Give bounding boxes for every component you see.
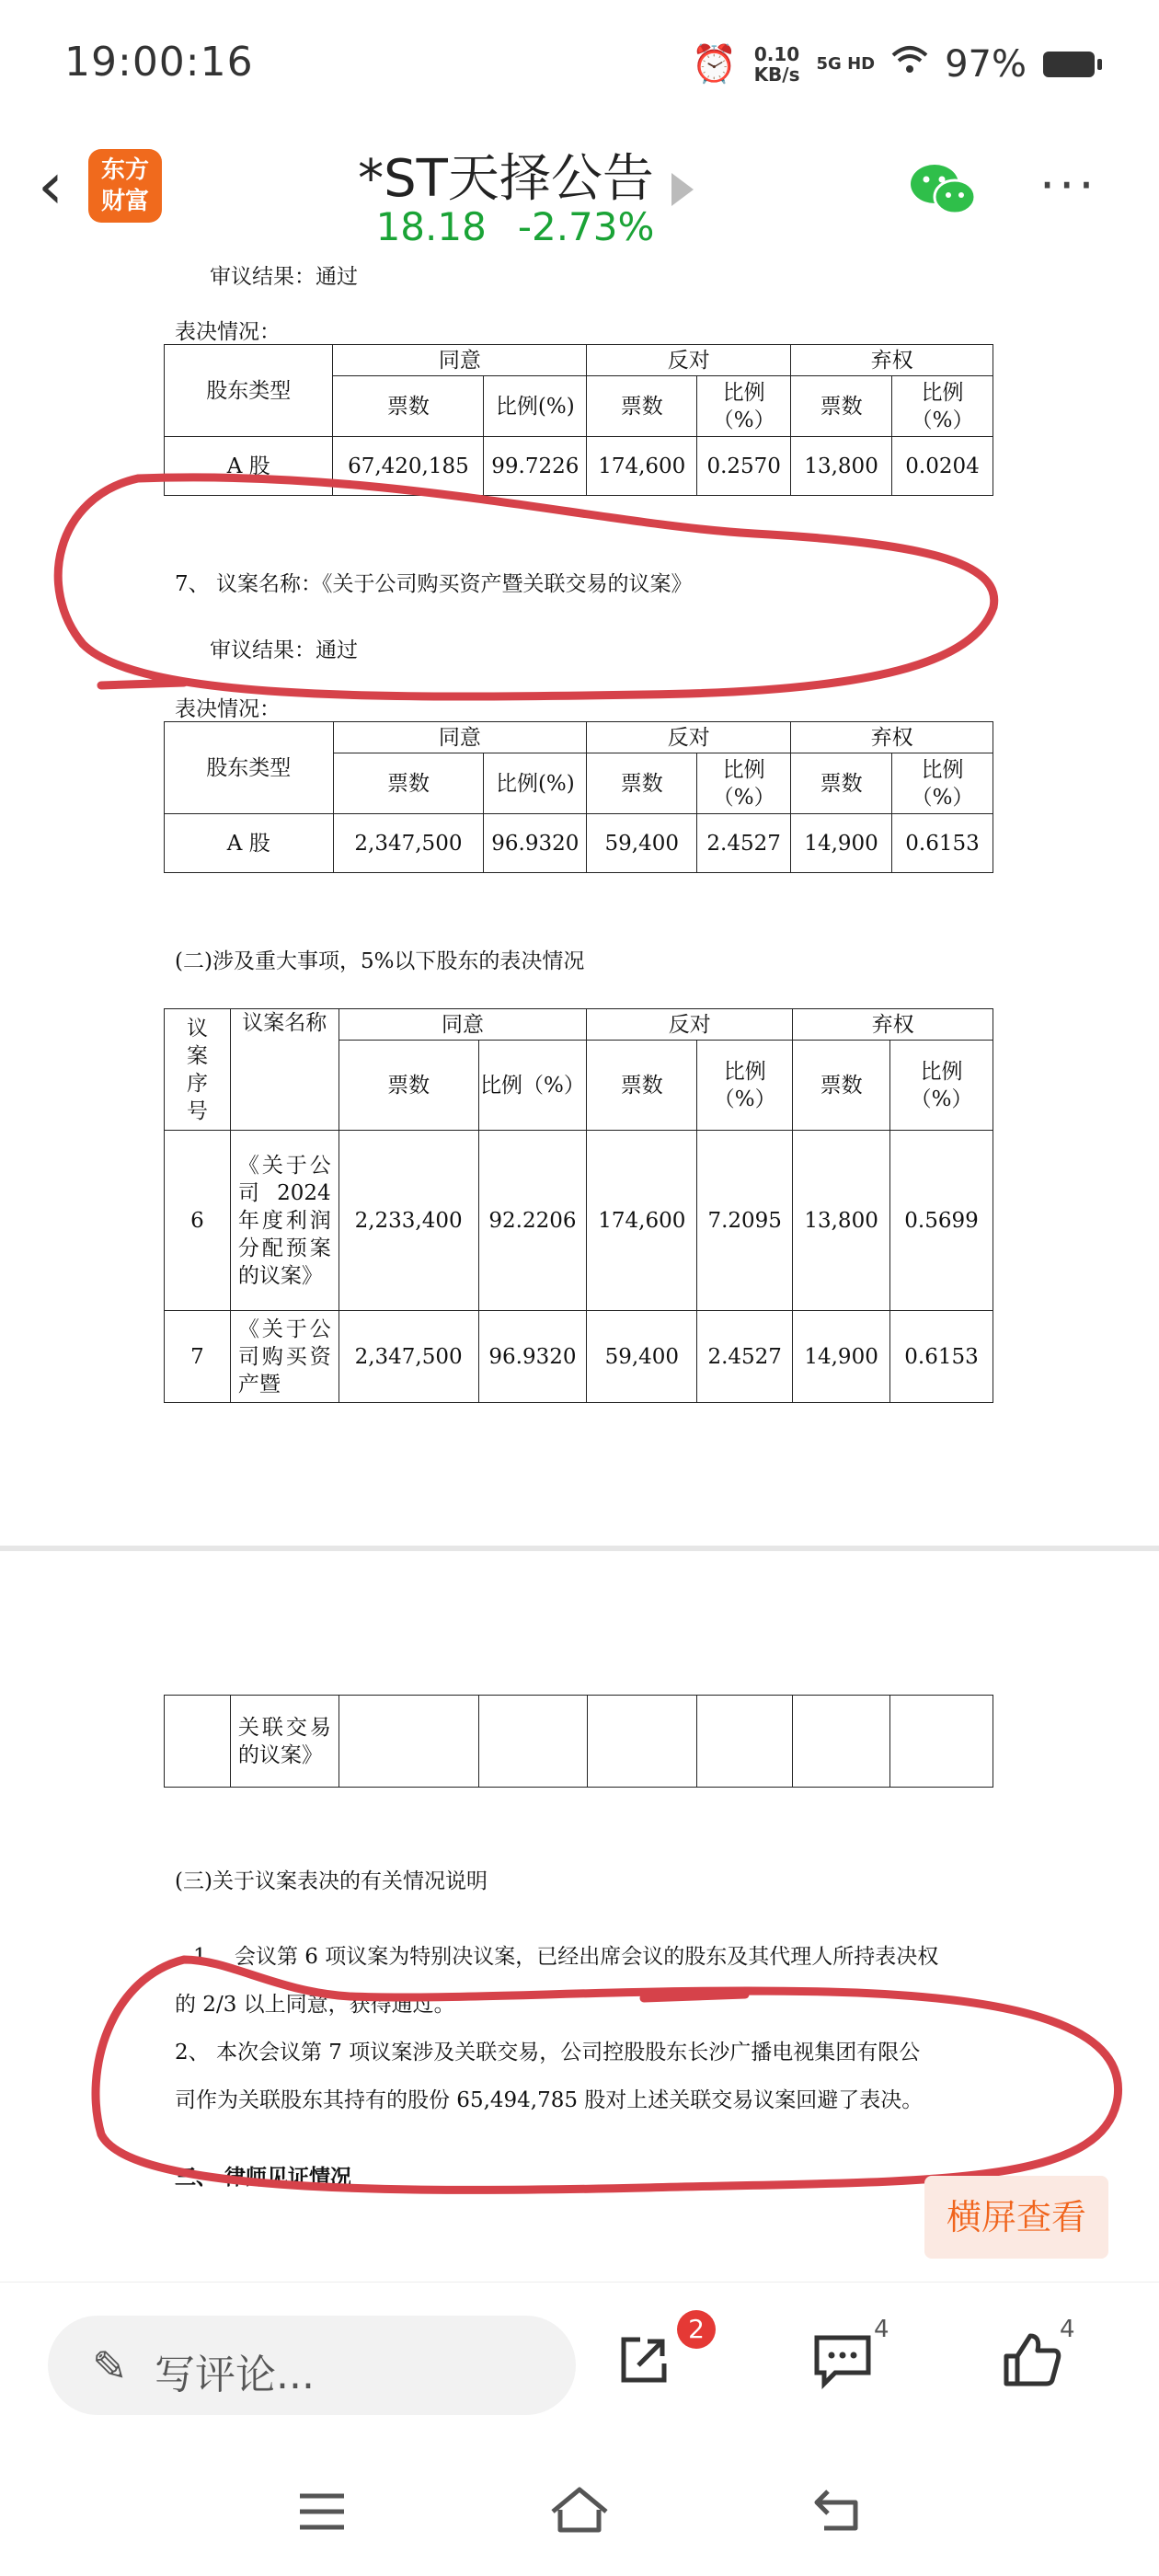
note-1-line-2: 的 2/3 以上同意，获得通过。: [175, 1993, 455, 2017]
motion-7-title: 7、 议案名称：《关于公司购买资产暨关联交易的议案》: [175, 572, 693, 596]
back-nav-icon[interactable]: [800, 2484, 874, 2548]
more-options-icon[interactable]: ···: [1039, 156, 1098, 214]
like-icon[interactable]: [995, 2330, 1069, 2404]
share-icon[interactable]: [607, 2330, 681, 2404]
status-bar: [0, 0, 1159, 138]
play-arrow-icon[interactable]: [671, 173, 694, 206]
menu-icon[interactable]: [285, 2484, 359, 2548]
landscape-view-button[interactable]: 横屏查看: [924, 2176, 1108, 2259]
status-time: 19:00:16: [64, 39, 254, 86]
table-row: 7 《关于公司购买资产暨 2,347,500 96.9320 59,400 2.4527 14,900 0.6153: [165, 1311, 993, 1403]
wifi-icon: [891, 44, 928, 84]
alarm-icon: ⏰: [691, 43, 738, 86]
stock-change: -2.73%: [517, 204, 655, 249]
vote-table-3: 议案序号 议案名称 同意 反对 弃权 票数 比例（%） 票数 比例（%） 票数 比例（%） 6 《关于公司 2024 年度利润分配预案的议案》 2,233,400 92.2206 174,600 7.2095 13,800 0.5699 7 《关于公司购买资产暨 2,347,500 96.9320 59,400 2.4527 14,900 0.6153: [164, 1008, 993, 1403]
motion-7-result: 审议结果：通过: [210, 638, 358, 662]
note-1-line-1: 1、 会议第 6 项议案为特别决议案，已经出席会议的股东及其代理人所持表决权: [193, 1945, 939, 1969]
vote-situation-label: 表决情况：: [175, 320, 281, 344]
pen-icon: ✎: [92, 2341, 128, 2391]
comment-input[interactable]: [48, 2316, 576, 2415]
section-lawyer-title: 三、 律师见证情况: [175, 2165, 352, 2190]
like-count: 4: [1060, 2316, 1075, 2343]
status-icons: [692, 42, 1095, 86]
system-nav-bar: [0, 2447, 1159, 2576]
comment-count: 4: [874, 2316, 889, 2343]
network-type: 5G HD: [816, 53, 876, 74]
app-logo[interactable]: 东方 财富: [88, 149, 162, 223]
vote-table-2: 股东类型 同意 反对 弃权 票数 比例(%) 票数 比例 （%） 票数 比例 （%） A 股 2,347,500 96.9320 59,400 2.4527 14,900 0.6153: [164, 721, 993, 873]
page-separator: [0, 1546, 1159, 1551]
comments-icon[interactable]: [806, 2330, 879, 2404]
comment-placeholder: 写评论...: [155, 2352, 315, 2398]
battery-percent: 97%: [945, 42, 1027, 86]
back-icon[interactable]: ‹: [38, 148, 63, 224]
review-result-text: 审议结果：通过: [210, 265, 358, 289]
note-2-line-1: 2、 本次会议第 7 项议案涉及关联交易，公司控股股东长沙广播电视集团有限公: [175, 2041, 921, 2064]
network-speed: 0.10 KB/s: [753, 42, 800, 86]
battery-icon: [1043, 52, 1095, 77]
wechat-share-icon[interactable]: [907, 158, 981, 223]
app-header: [0, 138, 1159, 258]
share-badge: 2: [677, 2310, 716, 2349]
note-2-line-2: 司作为关联股东其持有的股份 65,494,785 股对上述关联交易议案回避了表决。: [175, 2088, 924, 2112]
stock-price: 18.18: [375, 204, 487, 249]
home-icon[interactable]: [543, 2484, 616, 2548]
announcement-document[interactable]: [0, 258, 1159, 2282]
table-row: 6 《关于公司 2024 年度利润分配预案的议案》 2,233,400 92.2206 174,600 7.2095 13,800 0.5699: [165, 1131, 993, 1311]
vote-table-1: 股东类型 同意 反对 弃权 票数 比例(%) 票数 比例 （%） 票数 比例 （%） A 股 67,420,185 99.7226 174,600 0.2570 13,800 0.0204: [164, 344, 993, 496]
bottom-action-bar: [0, 2282, 1159, 2448]
vote-table-3-continued: 关联交易的议案》: [164, 1695, 993, 1788]
page-title: *ST天择公告: [358, 149, 654, 209]
section-2-title: (二)涉及重大事项，5%以下股东的表决情况: [175, 949, 585, 973]
stock-quote[interactable]: [368, 204, 662, 249]
vote-situation-label-2: 表决情况：: [175, 697, 281, 721]
section-3-title: (三)关于议案表决的有关情况说明: [175, 1869, 488, 1893]
